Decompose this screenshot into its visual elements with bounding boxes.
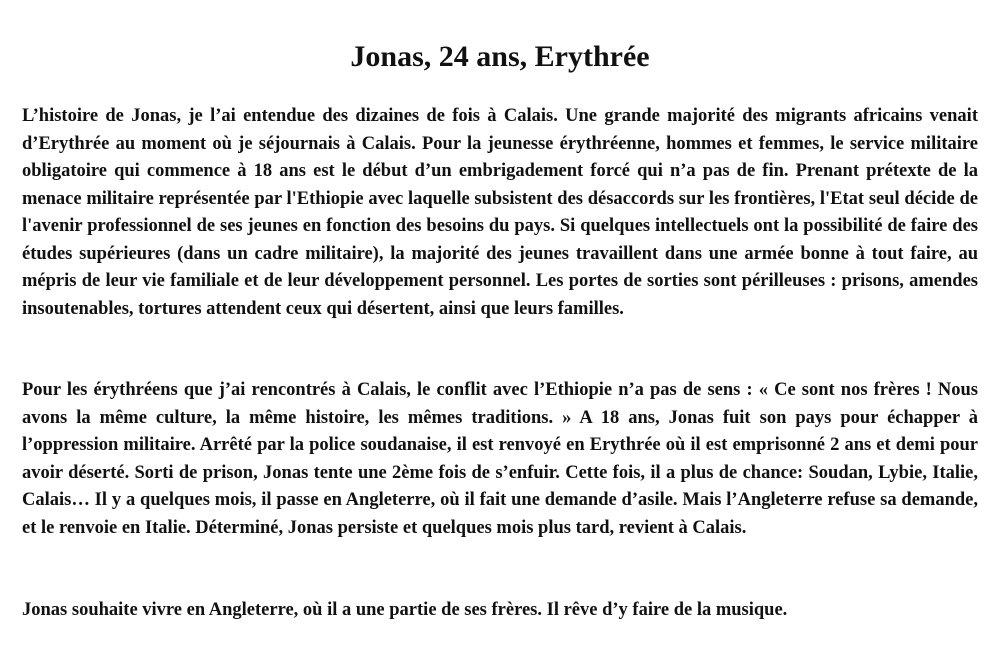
- paragraph-3: Jonas souhaite vivre en Angleterre, où il a une partie de ses frères. Il rêve d’y faire de la musique.: [22, 600, 788, 620]
- page-title: Jonas, 24 ans, Erythrée: [350, 40, 650, 73]
- paragraph-2: Pour les érythréens que j’ai rencontrés à Calais, le conflit avec l’Ethiopie n’a pas de sens : « Ce sont nos frères ! Nous avons la même culture, la même histoire, les mêmes traditions. » A 18 ans, Jonas fuit son pays pour échapper à l’oppression militaire. Arrêté par la police soudanaise, il est renvoyé en Erythrée où il est emprisonné 2 ans et demi pour avoir déserté. Sorti de prison, Jonas tente une 2ème fois de s’enfuir. Cette fois, il a plus de chance: Soudan, Lybie, Italie, Calais… Il y a quelques mois, il passe en Angleterre, où il fait une demande d’asile. Mais l’Angleterre refuse sa demande, et le renvoie en Italie. Déterminé, Jonas persiste et quelques mois plus tard, revient à Calais.: [22, 380, 978, 538]
- paragraph-1: L’histoire de Jonas, je l’ai entendue des dizaines de fois à Calais. Une grande majorité des migrants africains venait d’Erythrée au moment où je séjournais à Calais. Pour la jeunesse érythréenne, hommes et femmes, le service militaire obligatoire qui commence à 18 ans est le début d’un embrigadement forcé qui n’a pas de fin. Prenant prétexte de la menace militaire représentée par l'Ethiopie avec laquelle subsistent des désaccords sur les frontières, l'Etat seul décide de l'avenir professionnel de ses jeunes en fonction des besoins du pays. Si quelques intellectuels ont la possibilité de faire des études supérieures (dans un cadre militaire), la majorité des jeunes travaillent dans une armée bonne à tout faire, au mépris de leur vie familiale et de leur développement personnel. Les portes de sorties sont périlleuses : prisons, amendes insoutenables, tortures attendent ceux qui désertent, ainsi que leurs familles.: [22, 106, 978, 319]
